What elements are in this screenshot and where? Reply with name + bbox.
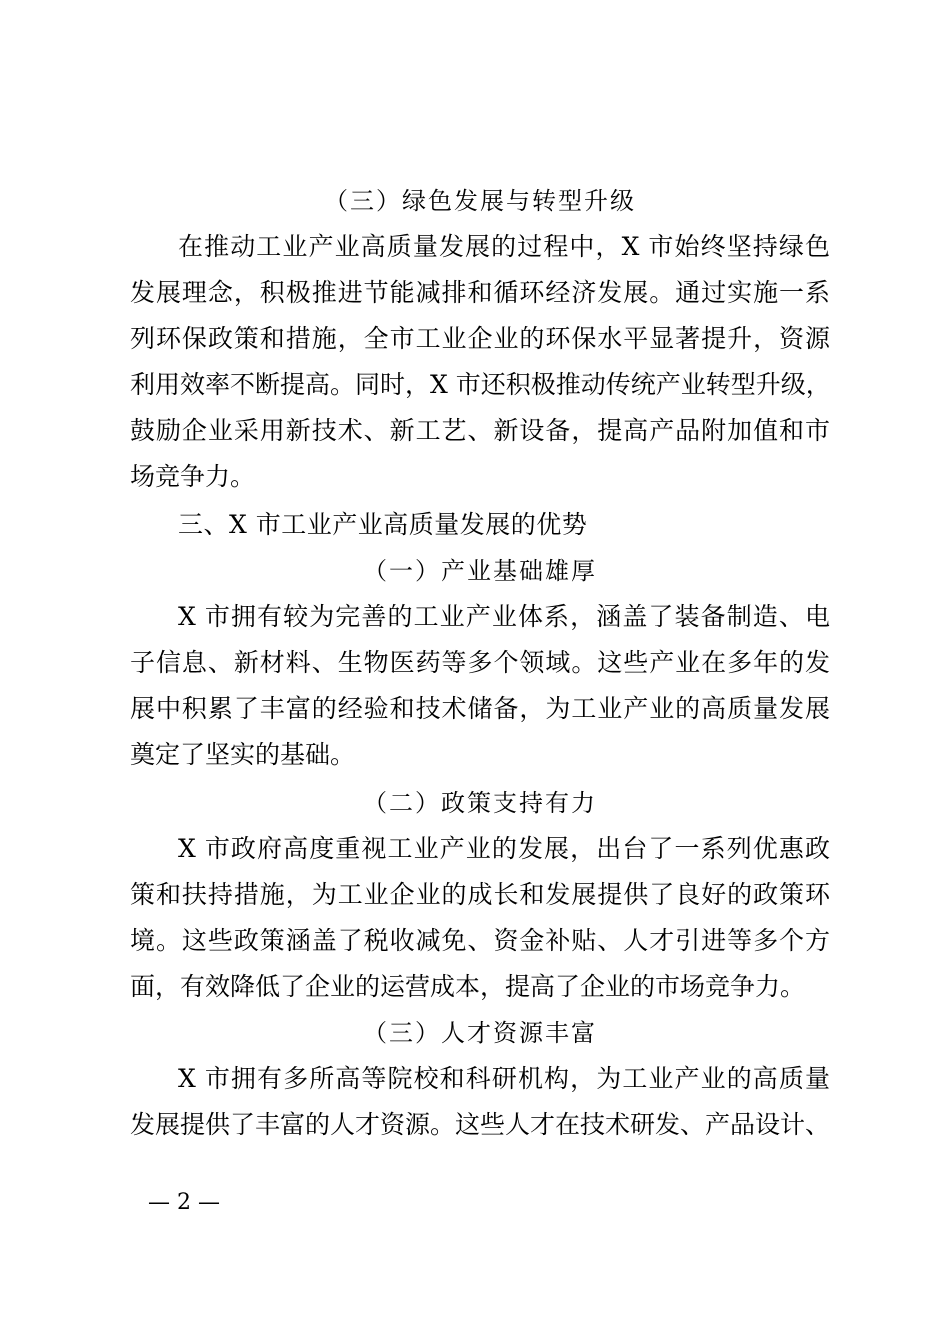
paragraph-line: X 市拥有多所高等院校和科研机构，为工业产业的高质量 — [178, 1064, 830, 1093]
section-heading-talent-resources: （三）人才资源丰富 — [363, 1019, 597, 1047]
paragraph-talent-resources — [130, 1056, 830, 1148]
paragraph-line: 发展提供了丰富的人才资源。这些人才在技术研发、产品设计、 — [130, 1110, 831, 1139]
paragraph-line: 场竞争力。 — [130, 462, 256, 491]
paragraph-line: 在推动工业产业高质量发展的过程中，X 市始终坚持绿色 — [178, 232, 830, 261]
paragraph-line: 奠定了坚实的基础。 — [130, 740, 356, 769]
paragraph-line: X 市政府高度重视工业产业的发展，出台了一系列优惠政 — [178, 834, 830, 863]
paragraph-line: 发展理念，积极推进节能减排和循环经济发展。通过实施一系 — [130, 278, 830, 307]
section-heading-industry-base: （一）产业基础雄厚 — [363, 557, 597, 585]
paragraph-line: 鼓励企业采用新技术、新工艺、新设备，提高产品附加值和市 — [130, 416, 830, 445]
paragraph-policy-support — [130, 826, 830, 1010]
paragraph-line: 境。这些政策涵盖了税收减免、资金补贴、人才引进等多个方 — [130, 926, 830, 955]
paragraph-line: 策和扶持措施，为工业企业的成长和发展提供了良好的政策环 — [130, 880, 830, 909]
paragraph-line: 展中积累了丰富的经验和技术储备，为工业产业的高质量发展 — [130, 694, 830, 723]
section-heading-green-development: （三）绿色发展与转型升级 — [324, 187, 636, 215]
paragraph-line: 列环保政策和措施，全市工业企业的环保水平显著提升，资源 — [130, 324, 830, 353]
chapter-heading-advantages: 三、X 市工业产业高质量发展的优势 — [178, 510, 588, 539]
paragraph-green-development — [130, 224, 830, 500]
section-heading-policy-support: （二）政策支持有力 — [363, 789, 597, 817]
paragraph-line: 面，有效降低了企业的运营成本，提高了企业的市场竞争力。 — [130, 972, 806, 1001]
paragraph-line: 子信息、新材料、生物医药等多个领域。这些产业在多年的发 — [130, 648, 830, 677]
page-number: — 2 — — [148, 1190, 220, 1215]
paragraph-line: 利用效率不断提高。同时，X 市还积极推动传统产业转型升级， — [130, 370, 831, 399]
paragraph-industry-base — [130, 594, 830, 778]
paragraph-line: X 市拥有较为完善的工业产业体系，涵盖了装备制造、电 — [178, 602, 830, 631]
